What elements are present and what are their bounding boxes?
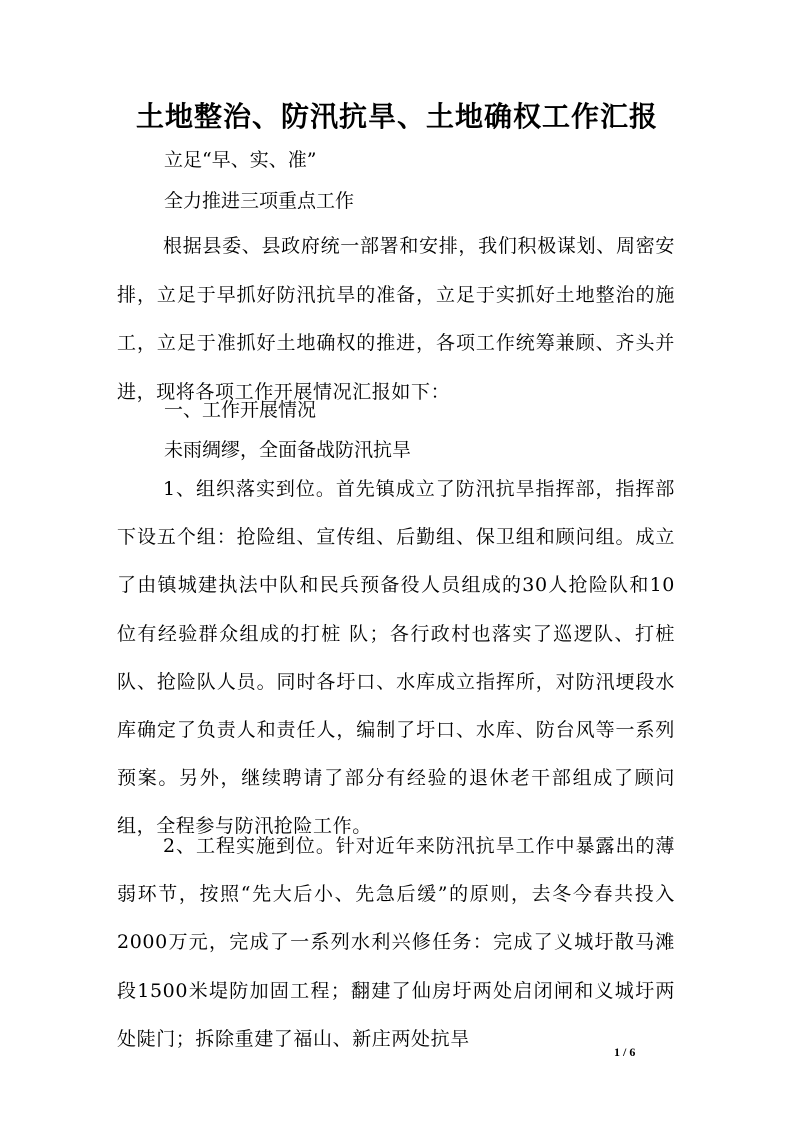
section-heading: 一、工作开展情况 xyxy=(164,399,317,421)
item-1-paragraph: 1、组织落实到位。首先镇成立了防汛抗旱指挥部，指挥部下设五个组：抢险组、宣传组、后勤组、保卫组和顾问组。成立了由镇城建执法中队和民兵预备役人员组成的30人抢险队和10位有经验群众组成的打桩 队；各行政村也落实了巡逻队、打桩队、抢险队人员。同时各圩口、水库成立指挥所，对防汛埂段水库确定了负责人和责任人，编制了圩口、水库、防台风等一系列预案。另外，继续聘请了部分有经验的退休老干部组成了顾问组，全程参与防汛抢险工作。 xyxy=(117,478,675,838)
subtitle-1: 立足“早、实、准” xyxy=(164,149,317,171)
subsection-heading: 未雨绸缪，全面备战防汛抗旱 xyxy=(164,439,412,461)
page-number: 1 / 6 xyxy=(614,1045,636,1059)
intro-paragraph: 根据县委、县政府统一部署和安排，我们积极谋划、周密安排，立足于早抓好防汛抗旱的准备，立足于实抓好土地整治的施工，立足于准抓好土地确权的推进，各项工作统筹兼顾、齐头并进，现将各项工作开展情况汇报如下： xyxy=(117,235,675,403)
item-2-paragraph: 2、工程实施到位。针对近年来防汛抗旱工作中暴露出的薄弱环节，按照“先大后小、先急后缓”的原则，去冬今春共投入2000万元，完成了一系列水利兴修任务：完成了义城圩散马滩段1500米堤防加固工程；翻建了仙房圩两处启闭闸和义城圩两处陡门；拆除重建了福山、新庄两处抗旱 xyxy=(117,835,675,1050)
subtitle-2: 全力推进三项重点工作 xyxy=(164,190,355,212)
document-title: 土地整治、防汛抗旱、土地确权工作汇报 xyxy=(135,100,658,133)
